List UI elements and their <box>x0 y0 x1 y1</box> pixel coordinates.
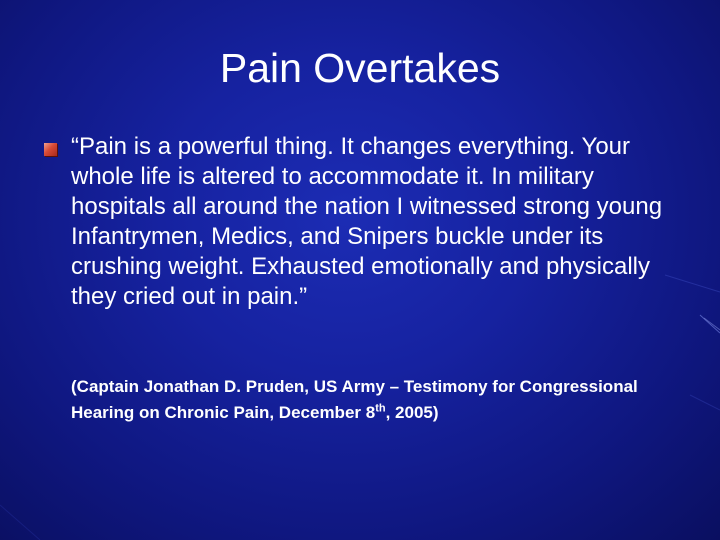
decor-line <box>0 505 40 540</box>
citation-ordinal-suffix: th <box>375 402 386 415</box>
decor-line <box>700 315 720 333</box>
decor-line <box>690 395 720 410</box>
slide-title: Pain Overtakes <box>219 45 501 91</box>
citation-main: (Captain Jonathan D. Pruden, US Army – Testimony for Congressional Hearing on Chronic Pain, December 8 <box>71 377 638 422</box>
quote-text: “Pain is a powerful thing. It changes everything. Your whole life is altered to accommodate it. In military hospitals all around the nation I witnessed strong young Infantrymen, Medics, and Snipers buckle under its crushing weight. Exhausted emotionally and physically they cried out in pain.” <box>71 133 663 310</box>
citation-end: , 2005) <box>385 403 439 422</box>
decor-line <box>704 318 720 330</box>
citation-text <box>71 374 691 426</box>
bullet-square-icon <box>44 143 57 156</box>
